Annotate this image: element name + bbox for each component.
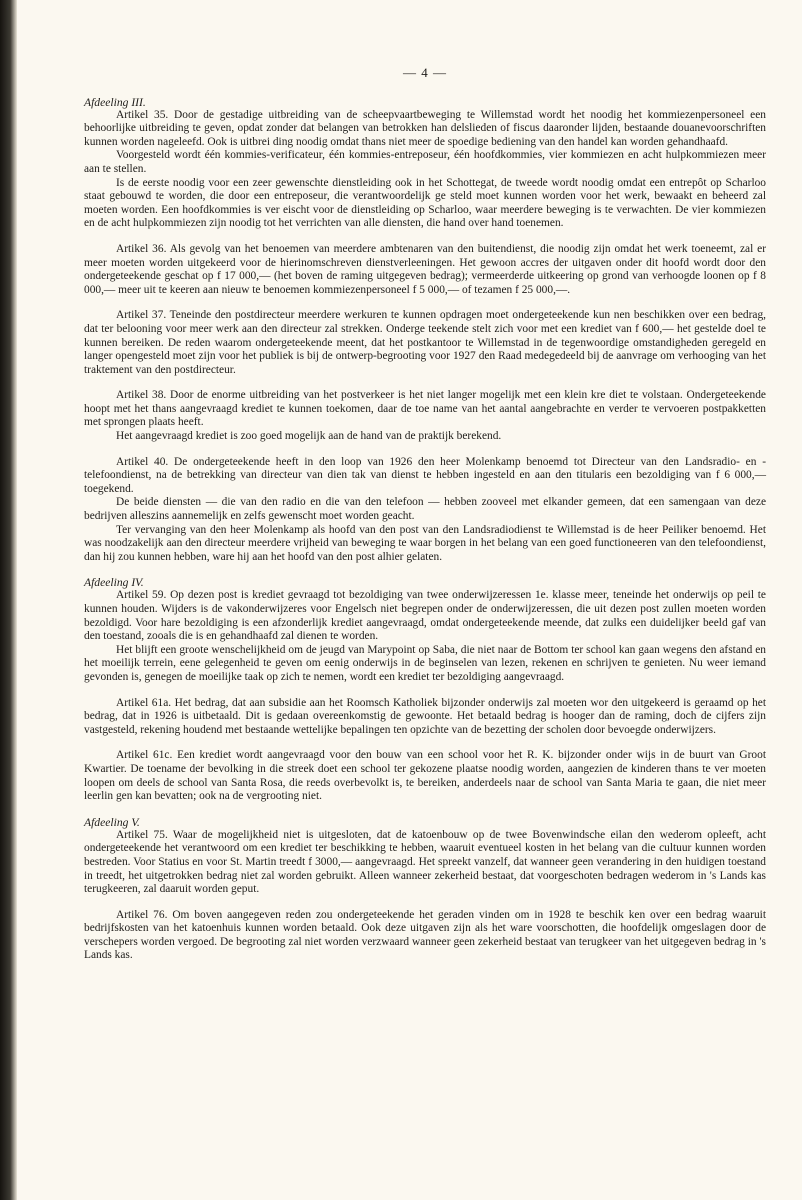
article-37 bbox=[84, 309, 766, 377]
paragraph: Artikel 75. Waar de mogelijkheid niet is uitgesloten, dat de katoenbouw op de twee Bovenwindsche eilan den wederom opleeft, acht ondergeteekende het verantwoord om een krediet ter beschikking te hebben, waaruit eventueel kosten in het belang van die cultuur kunnen worden bestreden. Voor Statius en voor St. Martin treedt f 3000,— aangevraagd. Het spreekt vanzelf, dat wanneer geen verandering in den huidigen toestand in treedt, het uitgetrokken bedrag niet zal worden gebruikt. Alleen wanneer zekerheid bestaat, dat voorgeschoten bedragen wederom in 's Lands kas terugkeeren, zal daaruit worden geput. bbox=[84, 828, 766, 896]
paragraph: Artikel 35. Door de gestadige uitbreiding van de scheepvaartbeweging te Willemstad wordt het noodig het kommiezenpersoneel een behoorlijke uitbreiding te geven, opdat zonder dat belangen van betrokken han delslieden of fiscus daaronder lijden, bestaande douanevoorschriften kunnen worden nageleefd. Ook is uitbrei ding noodig omdat thans niet meer de spoedige bediening van den handel kan worden gehandhaafd. bbox=[84, 108, 766, 148]
paragraph: Artikel 76. Om boven aangegeven reden zou ondergeteekende het geraden vinden om in 1928 te beschik ken over een bedrag waaruit bedrijfskosten van het katoenhuis kunnen worden betaald. Ook deze uitgaven zijn als het ware voorschotten, die hoofdelijk omgeslagen door de verschepers worden vergoed. De begrooting zal niet worden verzwaard wanneer geen zekerheid bestaat van terugkeer van het uitgegeven bedrag in 's Lands kas. bbox=[84, 908, 766, 962]
article-59 bbox=[84, 589, 766, 684]
article-76 bbox=[84, 909, 766, 963]
section-heading: Afdeeling IV. bbox=[84, 576, 144, 590]
paragraph: Artikel 38. Door de enorme uitbreiding van het postverkeer is het niet langer mogelijk met een klein kre diet te volstaan. Ondergeteekende hoopt met het thans aangevraagd krediet te kunnen toekomen, daar de toe name van het aantal aangebrachte en verder te vervoeren postpakketten met sprongen plaats heeft. bbox=[84, 389, 766, 429]
section-heading: Afdeeling III. bbox=[84, 95, 146, 109]
article-36 bbox=[84, 243, 766, 297]
article-35 bbox=[84, 109, 766, 231]
paragraph: De beide diensten — die van den radio en die van den telefoon — hebben zooveel met elkander gemeen, dat een samengaan van deze bedrijven alleszins aannemelijk en zelfs gewenscht moet worden geacht. bbox=[84, 496, 766, 523]
paragraph: Artikel 61a. Het bedrag, dat aan subsidie aan het Roomsch Katholiek bijzonder onderwijs zal moeten wor den uitgekeerd is geraamd op het bedrag, dat in 1926 is uitbetaald. Dit is gedaan overeenkomstig de gewoonte. Het betaald bedrag is hooger dan de raming, doch de cijfers zijn vastgesteld, rekening houdend met bestaande wettelijke bepalingen ten opzichte van de bezetting der scholen door bevoegde onderwijzers. bbox=[84, 696, 766, 736]
article-61c bbox=[84, 749, 766, 803]
section-afdeeling-iv bbox=[84, 576, 766, 803]
book-binding-edge bbox=[0, 0, 17, 1200]
article-38 bbox=[84, 389, 766, 443]
paragraph: Artikel 40. De ondergeteekende heeft in den loop van 1926 den heer Molenkamp benoemd tot Directeur van den Landsradio- en -telefoondienst, na de betrekking van directeur van dien tak van dienst te hebben ingesteld en aan den titularis een bezoldiging van f 6 000,— toegekend. bbox=[84, 455, 766, 495]
page-number: — 4 — bbox=[403, 65, 447, 80]
paragraph: Artikel 36. Als gevolg van het benoemen van meerdere ambtenaren van den buitendienst, die noodig zijn omdat het werk toeneemt, zal er meer moeten worden uitgekeerd voor de hierinomschreven dienstverleeningen. Het gewoon accres der uitgaven onder dit hoofd wordt door den ondergeteekende geschat op f 17 000,— (het boven de raming uitgegeven bedrag); vermeerderde uitkeering op grond van verhoogde loonen op f 8 000,— meer uit te keeren aan nieuw te benoemen kommiezenpersoneel f 5 000,— of tezamen f 25 000,—. bbox=[84, 242, 766, 296]
section-afdeeling-iii bbox=[84, 96, 766, 565]
paragraph: Artikel 59. Op dezen post is krediet gevraagd tot bezoldiging van twee onderwijzeressen 1e. klasse meer, teneinde het onderwijs op peil te kunnen houden. Wijders is de vakonderwijzeres voor Engelsch niet begrepen onder de onderwijzeressen, die uit dezen post zullen moeten worden bezoldigd. Voor hare bezoldiging is een afzonderlijk krediet aangevraagd, omdat ondergeteekende meende, dat zulks een duidelijker beeld gaf van den toestand, zooals die is en gehandhaafd zal dienen te worden. bbox=[84, 589, 766, 643]
section-heading: Afdeeling V. bbox=[84, 815, 140, 829]
article-61a bbox=[84, 697, 766, 738]
document-page bbox=[84, 66, 766, 975]
paragraph: Is de eerste noodig voor een zeer gewenschte dienstleiding ook in het Schottegat, de tweede wordt noodig omdat een entrepôt op Scharloo staat gebouwd te worden, die door een entreposeur, die verantwoordelijk ge steld moet kunnen worden voor het werk, bewaakt en beheerd zal moeten worden. Een hoofdkommies is ver eischt voor de dienstleiding op Scharloo, waar meerdere beweging is te verwachten. De vier kommiezen en de acht hulpkommiezen zijn noodig tot het verrichten van alle diensten, die hand over hand toenemen. bbox=[84, 176, 766, 230]
paragraph: Ter vervanging van den heer Molenkamp als hoofd van den post van den Landsradiodienst te Willemstad is de heer Peiliker benoemd. Het was noodzakelijk aan den directeur meerdere vrijheid van beweging te waar borgen in het belang van een goed functioneeren van den telefoondienst, dan hij zou kunnen hebben, ware hij aan het hoofd van den post alhier gelaten. bbox=[84, 523, 766, 563]
paragraph: Het blijft een groote wenschelijkheid om de jeugd van Marypoint op Saba, die niet naar de Bottom ter school kan gaan wegens den afstand en het moeilijk terrein, eene gelegenheid te geven om eenig onderwijs in de beginselen van lezen, rekenen en schrijven te genieten. Nu weer iemand gevonden is, genegen de moeilijke taak op zich te nemen, wordt een krediet ter bezoldiging aangevraagd. bbox=[84, 643, 766, 683]
paragraph: Artikel 37. Teneinde den postdirecteur meerdere werkuren te kunnen opdragen moet ondergeteekende kun nen beschikken over een bedrag, dat ter belooning voor meer werk aan den directeur zal strekken. Onderge teekende stelt zich voor met een krediet van f 600,— het gestelde doel te kunnen bereiken. De reden waarom ondergeteekende meent, dat het postkantoor te Willemstad in de tegenwoordige omstandigheden geregeld en langer opengesteld moet zijn voor het publiek is bij de ontwerp-begrooting voor 1927 den Raad medegedeeld bij de aanvrage om verhooging van het traktement van den postdirecteur. bbox=[84, 309, 766, 376]
section-afdeeling-v bbox=[84, 816, 766, 963]
paragraph: Het aangevraagd krediet is zoo goed mogelijk aan de hand van de praktijk berekend. bbox=[116, 430, 502, 443]
paragraph: Artikel 61c. Een krediet wordt aangevraagd voor den bouw van een school voor het R. K. bijzonder onder wijs in de buurt van Groot Kwartier. De toename der bevolking in die streek doet een school ter gekozene plaatse noodig worden, aangezien de kinderen thans te ver moeten loopen om deels de school van Santa Rosa, die reeds overbevolkt is, te bereiken, anderdeels naar de school van Santa Maria te gaan, die niet meer leerlin gen kan bevatten; ook na de vergrooting niet. bbox=[84, 749, 766, 803]
paragraph: Voorgesteld wordt één kommies-verificateur, één kommies-entreposeur, één hoofdkommies, vier kommiezen en acht hulpkommiezen meer aan te stellen. bbox=[84, 149, 766, 175]
article-40 bbox=[84, 456, 766, 565]
article-75 bbox=[84, 829, 766, 897]
